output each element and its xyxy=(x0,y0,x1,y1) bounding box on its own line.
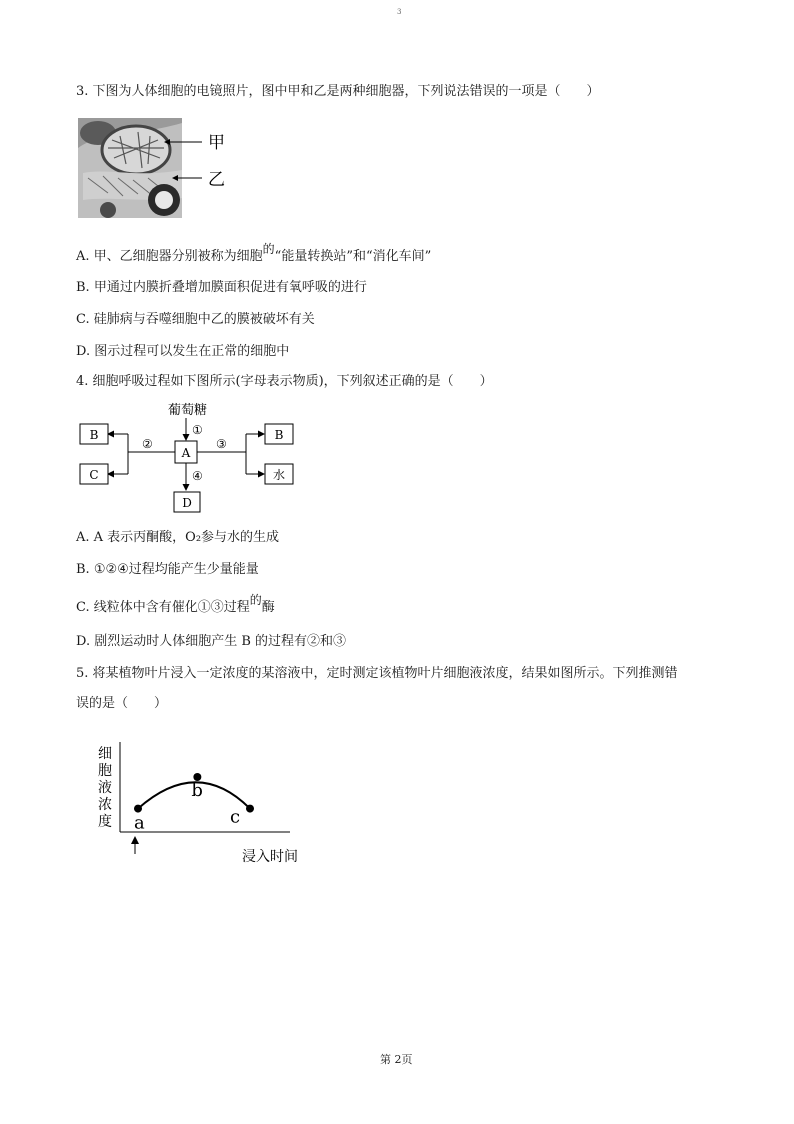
q3-option-a-sup: 的 xyxy=(262,242,275,256)
y-axis-label-char: 度 xyxy=(98,814,112,830)
q4-stem: 4. 细胞呼吸过程如下图所示(字母表示物质)，下列叙述正确的是（ ） xyxy=(76,374,493,389)
y-axis-label-char: 细 xyxy=(98,746,112,762)
concentration-chart xyxy=(90,742,320,872)
respiration-diagram xyxy=(70,400,310,518)
step-4-label: ④ xyxy=(192,469,203,483)
point-label-a: a xyxy=(134,812,145,834)
box-water-label: 水 xyxy=(272,468,286,482)
q4-option-c-text: C. 线粒体中含有催化①③过程 xyxy=(76,600,250,615)
q3-option-d: D. 图示过程可以发生在正常的细胞中 xyxy=(76,344,290,359)
q5-stem-line1: 5. 将某植物叶片浸入一定浓度的某溶液中，定时测定该植物叶片细胞液浓度，结果如图所示。下列推测错 xyxy=(76,666,678,681)
q3-option-c: C. 硅肺病与吞噬细胞中乙的膜被破坏有关 xyxy=(76,312,315,327)
y-axis-label-char: 液 xyxy=(98,780,112,796)
q4-option-c-end: 酶 xyxy=(261,600,275,615)
box-b-left-label: B xyxy=(89,428,99,442)
step-2-label: ② xyxy=(142,437,153,451)
data-point-a xyxy=(134,805,142,813)
q3-option-a-quote: “能量转换站”和“消化车间” xyxy=(274,249,432,264)
data-point-c xyxy=(246,805,254,813)
point-label-b: b xyxy=(191,780,203,801)
step-1-label: ① xyxy=(192,423,203,437)
q3-option-a-text: A. 甲、乙细胞器分别被称为细胞 xyxy=(76,249,263,264)
q3-option-b: B. 甲通过内膜折叠增加膜面积促进有氧呼吸的进行 xyxy=(76,280,367,295)
y-axis-label-char: 胞 xyxy=(98,763,112,779)
label-yi: 乙 xyxy=(208,170,225,190)
point-label-c: c xyxy=(230,806,241,828)
q4-option-c xyxy=(76,593,275,617)
step-3-label: ③ xyxy=(216,437,227,451)
label-jia: 甲 xyxy=(208,133,225,153)
box-d-label: D xyxy=(182,496,192,510)
header-mark: 3 xyxy=(397,8,402,16)
page-number: 第 2页 xyxy=(380,1053,413,1066)
y-axis-label xyxy=(98,746,112,830)
q4-option-c-sup: 的 xyxy=(249,593,262,607)
box-c-label: C xyxy=(89,468,99,482)
box-b-right-label: B xyxy=(274,428,284,442)
q5-stem-line2: 误的是（ ） xyxy=(76,696,168,711)
glucose-label: 葡萄糖 xyxy=(168,403,208,418)
q4-option-d: D. 剧烈运动时人体细胞产生 B 的过程有②和③ xyxy=(76,634,347,649)
x-axis-label: 浸入时间 xyxy=(242,849,298,865)
q4-option-a: A. A 表示丙酮酸，O₂参与水的生成 xyxy=(76,530,280,545)
start-arrow-head xyxy=(131,836,139,844)
q3-stem: 3. 下图为人体细胞的电镜照片，图中甲和乙是两种细胞器，下列说法错误的一项是（ ） xyxy=(76,84,600,99)
q3-option-a xyxy=(76,242,432,266)
mitochondrion-jia xyxy=(102,126,170,174)
box-a-label: A xyxy=(181,446,191,460)
y-axis-label-char: 浓 xyxy=(98,797,112,813)
q4-option-b: B. ①②④过程均能产生少量能量 xyxy=(76,562,259,577)
q3-micrograph-figure xyxy=(78,118,238,218)
